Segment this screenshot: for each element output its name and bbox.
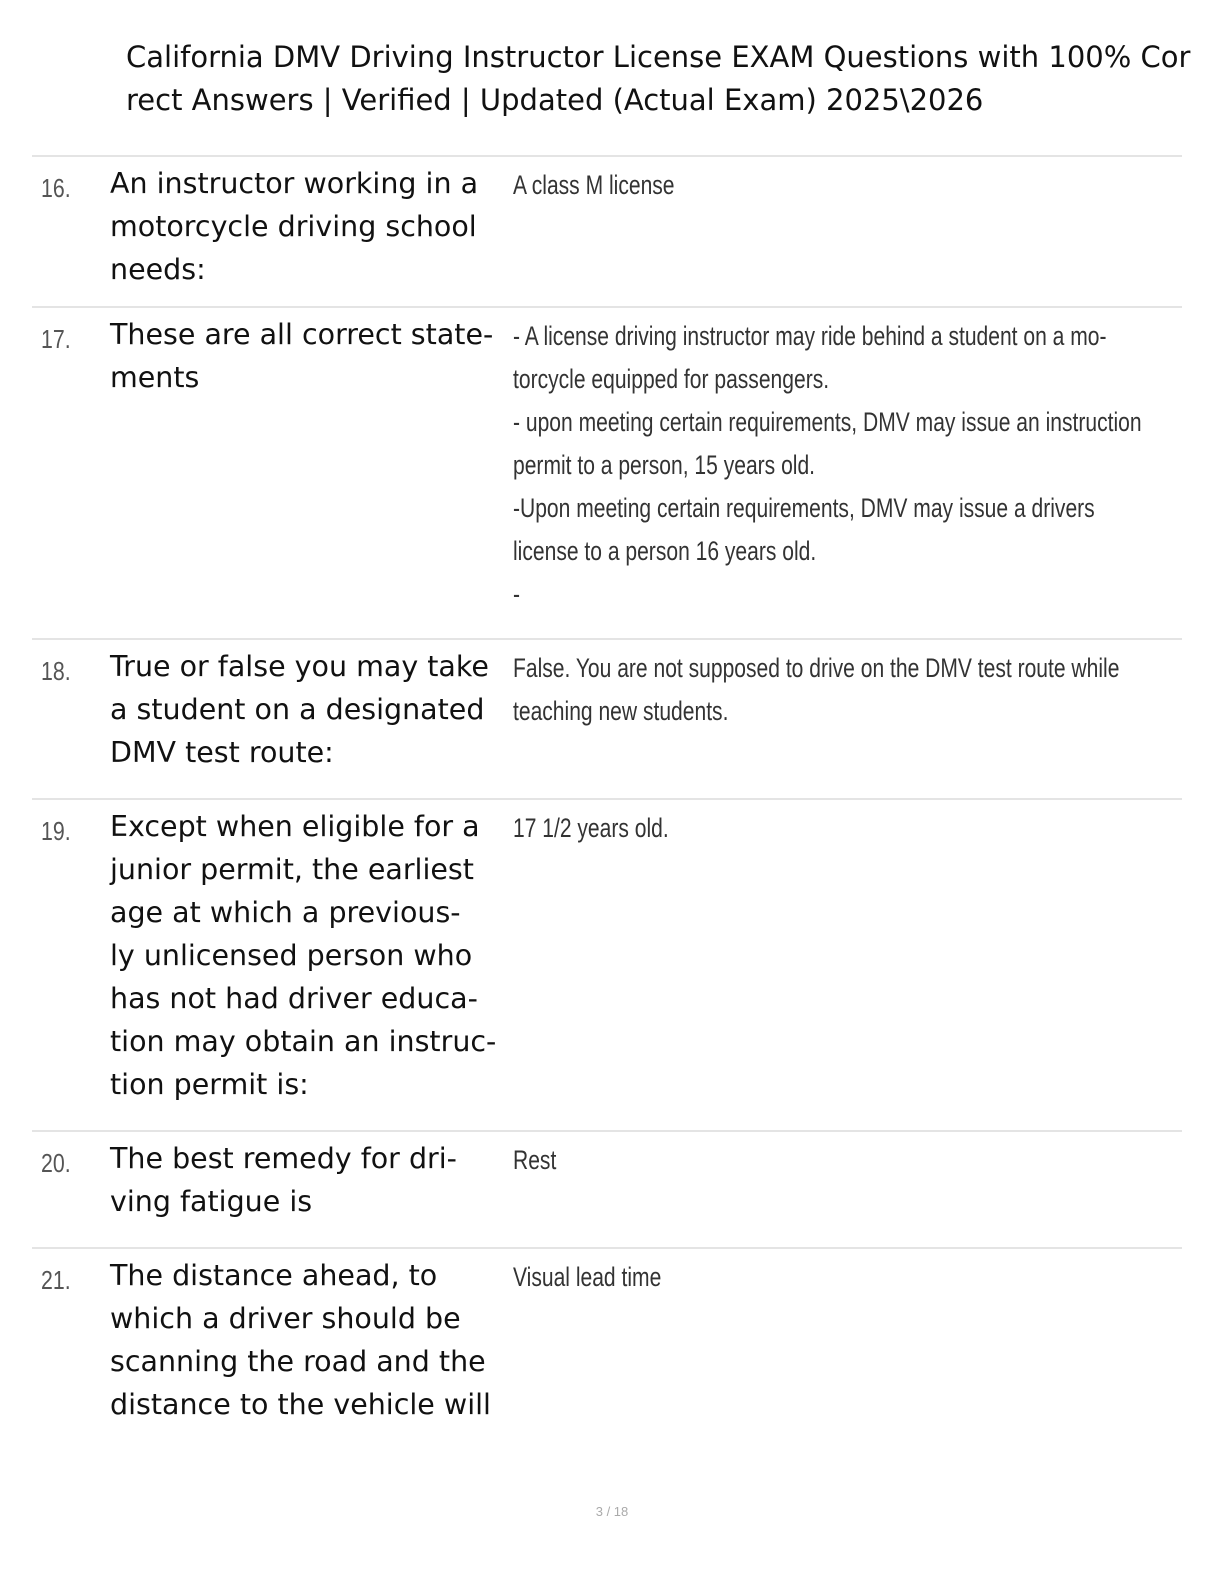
answer-line: A class M license xyxy=(513,170,675,200)
question-line: which a driver should be xyxy=(110,1302,461,1335)
question-line: needs: xyxy=(110,253,206,286)
question-line: DMV test route: xyxy=(110,736,334,769)
question-text xyxy=(110,1137,510,1223)
answer-text xyxy=(513,1139,1184,1182)
question-line: tion may obtain an instruc- xyxy=(110,1025,497,1058)
question-line: The distance ahead, to xyxy=(110,1259,438,1292)
answer-line: False. You are not supposed to drive on the DMV test route while xyxy=(513,653,1120,683)
question-text xyxy=(110,645,510,774)
question-answer-list xyxy=(32,155,1182,1447)
answer-line: - upon meeting certain requirements, DMV may issue an instruction xyxy=(513,407,1142,437)
question-number: 19. xyxy=(41,816,71,846)
question-line: An instructor working in a xyxy=(110,167,479,200)
answer-line: - A license driving instructor may ride behind a student on a mo- xyxy=(513,321,1107,351)
question-number: 17. xyxy=(41,324,71,354)
qa-row-20 xyxy=(32,1130,1182,1247)
question-line: tion permit is: xyxy=(110,1068,309,1101)
question-line: These are all correct state- xyxy=(110,318,494,351)
answer-text xyxy=(513,1256,1184,1299)
qa-row-17 xyxy=(32,306,1182,638)
page-number: 3 / 18 xyxy=(595,1504,629,1519)
question-text xyxy=(110,805,510,1106)
question-line: motorcycle driving school xyxy=(110,210,477,243)
answer-line: -Upon meeting certain requirements, DMV may issue a drivers xyxy=(513,493,1095,523)
question-text xyxy=(110,313,510,399)
question-number: 20. xyxy=(41,1148,71,1178)
question-line: ving fatigue is xyxy=(110,1185,313,1218)
question-text xyxy=(110,162,510,291)
question-line: The best remedy for dri- xyxy=(110,1142,457,1175)
answer-text xyxy=(513,164,1184,207)
answer-line: permit to a person, 15 years old. xyxy=(513,450,816,480)
answer-line: teaching new students. xyxy=(513,696,729,726)
qa-row-19 xyxy=(32,798,1182,1130)
qa-row-16 xyxy=(32,155,1182,306)
question-line: Except when eligible for a xyxy=(110,810,480,843)
qa-row-21 xyxy=(32,1247,1182,1447)
qa-row-18 xyxy=(32,638,1182,798)
question-line: age at which a previous- xyxy=(110,896,461,929)
question-line: junior permit, the earliest xyxy=(110,853,474,886)
answer-text xyxy=(513,807,1184,850)
question-line: distance to the vehicle will xyxy=(110,1388,491,1421)
question-line: ments xyxy=(110,361,200,394)
question-line: True or false you may take xyxy=(110,650,489,683)
question-number: 21. xyxy=(41,1265,71,1295)
page-title xyxy=(126,36,1216,122)
question-line: has not had driver educa- xyxy=(110,982,478,1015)
question-number: 16. xyxy=(41,173,71,203)
question-line: a student on a designated xyxy=(110,693,485,726)
title-line-1: California DMV Driving Instructor License EXAM Questions with 100% Cor xyxy=(126,40,1191,74)
title-line-2: rect Answers | Verified | Updated (Actual Exam) 2025\2026 xyxy=(126,83,984,117)
answer-line: Visual lead time xyxy=(513,1262,662,1292)
answer-text xyxy=(513,315,1184,616)
question-number: 18. xyxy=(41,656,71,686)
answer-text xyxy=(513,647,1184,733)
answer-line: 17 1/2 years old. xyxy=(513,813,669,843)
question-line: ly unlicensed person who xyxy=(110,939,473,972)
question-line: scanning the road and the xyxy=(110,1345,486,1378)
answer-line: license to a person 16 years old. xyxy=(513,536,817,566)
question-text xyxy=(110,1254,510,1426)
answer-line: Rest xyxy=(513,1145,557,1175)
answer-line: torcycle equipped for passengers. xyxy=(513,364,830,394)
answer-line: - xyxy=(513,579,521,609)
